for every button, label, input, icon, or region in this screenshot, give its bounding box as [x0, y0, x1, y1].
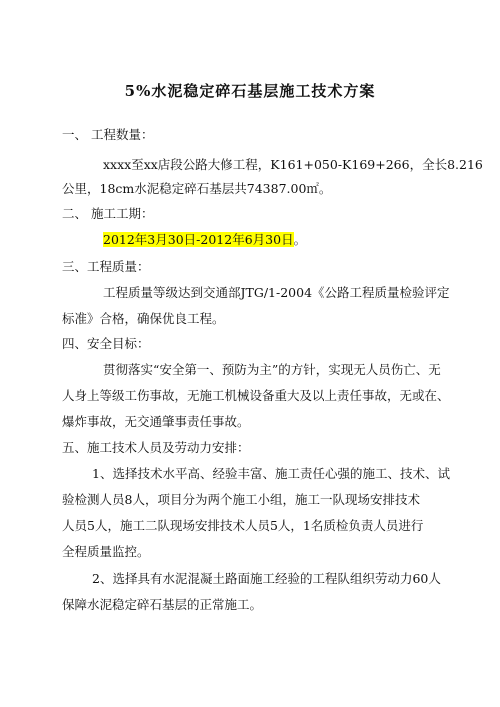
section-5-item-1-line-3: 人员5人，施工二队现场安排技术人员5人，1名质检负责人员进行: [62, 518, 424, 533]
section-2-period: [103, 231, 306, 249]
section-5-item-1-line-4: 全程质量监控。: [62, 544, 150, 559]
section-1-heading: 一、 工程数量：: [62, 127, 154, 142]
section-5-item-2-line-2: 保障水泥稳定碎石基层的正常施工。: [62, 597, 263, 612]
section-4-text-line-2: 人身上等级工伤事故，无施工机械设备重大及以上责任事故，无或在、: [62, 388, 450, 403]
section-3-text-line-1: 工程质量等级达到交通部JTG/1-2004《公路工程质量检验评定: [103, 285, 450, 300]
section-2-heading: 二、 施工工期：: [62, 206, 154, 221]
section-5-heading: 五、施工技术人员及劳动力安排：: [62, 440, 250, 455]
section-4-text-line-3: 爆炸事故，无交通肇事责任事故。: [62, 414, 250, 429]
section-1-text-line-2: 公里，18cm水泥稳定碎石基层共74387.00㎡。: [62, 181, 332, 196]
section-3-text-line-2: 标准》合格，确保优良工程。: [62, 311, 225, 326]
section-5-item-1-line-1: 1、选择技术水平高、经验丰富、施工责任心强的施工、技术、试: [92, 466, 450, 481]
document-title: 5%水泥稳定碎石基层施工技术方案: [124, 82, 376, 100]
period-end-mark: 。: [293, 232, 307, 247]
highlighted-period: 2012年3月30日-2012年6月30日: [103, 232, 294, 247]
section-5-item-1-line-2: 验检测人员8人，项目分为两个施工小组，施工一队现场安排技术: [62, 492, 420, 507]
section-3-heading: 三、工程质量：: [62, 259, 150, 274]
section-4-text-line-1: 贯彻落实“安全第一、预防为主”的方针，实现无人员伤亡、无: [103, 362, 441, 377]
section-1-text-line-1: xxxx至xx店段公路大修工程，K161+050-K169+266，全长8.216: [103, 157, 483, 172]
section-4-heading: 四、安全目标：: [62, 336, 150, 351]
section-5-item-2-line-1: 2、选择具有水泥混凝土路面施工经验的工程队组织劳动力60人: [92, 571, 441, 586]
